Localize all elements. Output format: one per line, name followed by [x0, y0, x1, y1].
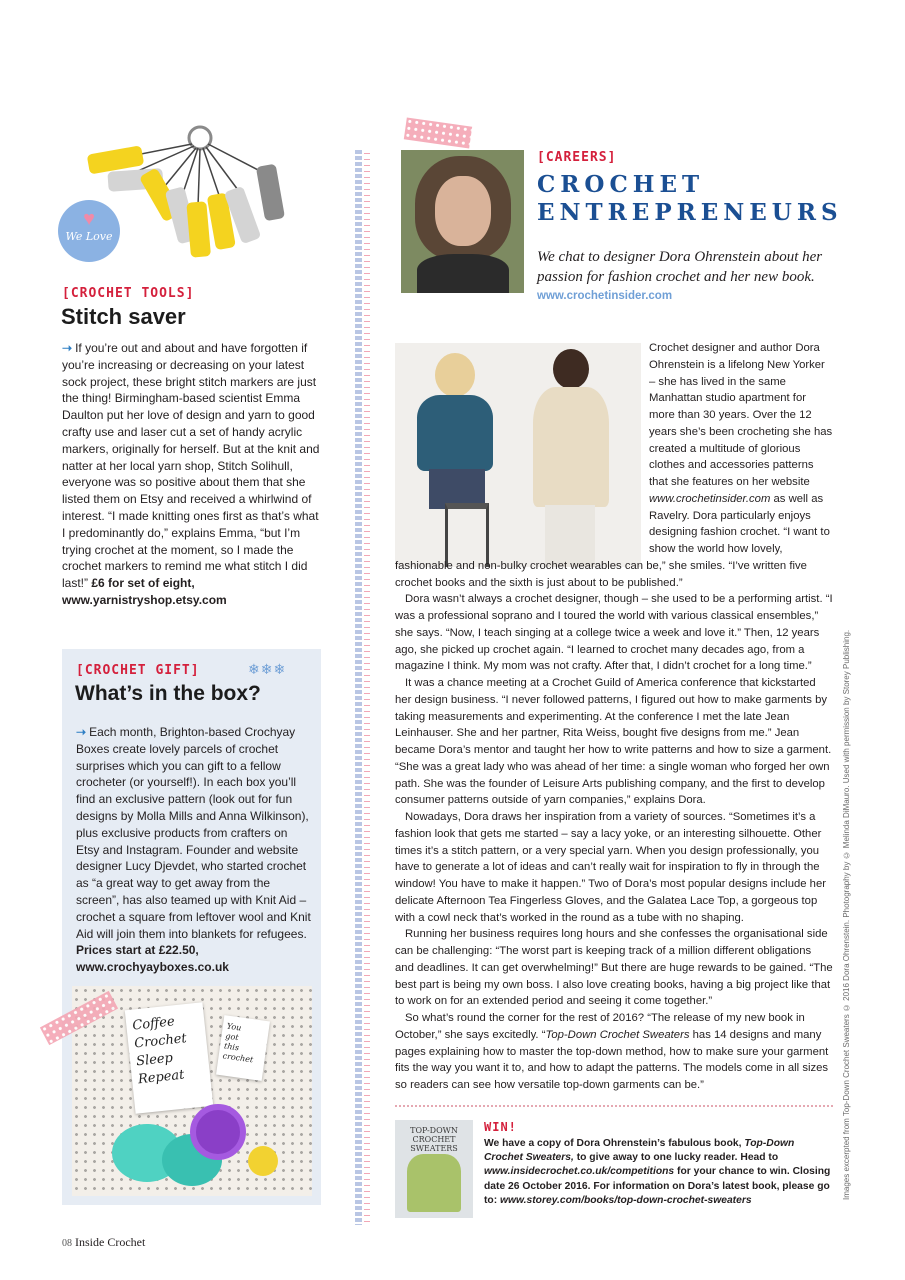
tools-body-text: If you’re out and about and have forgotten if you’re increasing or decreasing on your latest sock project, these bright stitch markers are just the thing! Birmingham-based scientist Emma Daulton put her love of design and yarn to good crafty use and laser cut a set of handy acrylic markers, originally for herself. But at the knit and natter at her local yarn shop, Stitch Solihull, everyone was so positive about them that she listed them on Etsy and received a whirlwind of interest. “I made knitting ones first as that’s what I predominantly do,” explains Emma, “but I’m trying crochet at the moment, so I made the crochet markers to remind me what stitch I did last!” — [62, 341, 320, 591]
gift-body — [76, 724, 312, 976]
gift-kicker: [CROCHET GIFT] — [76, 663, 200, 678]
win-text-part: We have a copy of Dora Ohrenstein’s fabulous book, — [484, 1138, 745, 1149]
careers-article — [395, 340, 833, 1094]
article-text: Crochet designer and author Dora Ohrenstein is a lifelong New Yorker – she has lived in the same Manhattan studio apartment for more than 30 years. Over the 12 years she’s been crocheting she has created a multitude of glorious clothes and accessories patterns that she features on her website — [649, 342, 833, 488]
gift-body-text: Each month, Brighton-based Crochyay Boxes create lovely parcels of crochet surprises which you can gift to a fellow crocheter (or yourself!). In each box you’ll find an exclusive pattern (look out for fun designs by Molla Mills and Anna Wilkinson), plus exclusive products from crafters on Etsy and Instagram. Founder and website designer Lucy Djevdet, who started crochet as “a great way to get away from the screen”, has also teamed up with Knit Aid – crochet a square from leftover wool and Knit Aid will join them into blankets for refugees. — [76, 725, 311, 941]
book-cover-photo — [395, 1120, 473, 1218]
dora-portrait-photo — [401, 150, 524, 293]
gift-headline: What’s in the box? — [75, 682, 261, 705]
article-text: So what’s round the corner for the rest of 2016? “The release of my new book in October,” she says excitedly. “ — [395, 1012, 805, 1041]
mini-card-line: crochet — [222, 1051, 254, 1065]
washi-tape — [404, 118, 472, 149]
quote-line: Crochet — [133, 1031, 188, 1052]
win-text-part: to give away to one lucky reader. Head to — [573, 1152, 779, 1164]
storey-link[interactable]: www.storey.com/books/top-down-crochet-sweaters — [500, 1194, 752, 1206]
tools-kicker: [CROCHET TOOLS] — [62, 286, 195, 301]
stitch-markers-illustration — [80, 120, 295, 275]
crochet-gift-panel — [62, 649, 321, 1205]
tools-headline: Stitch saver — [61, 304, 186, 329]
portrait-top — [417, 254, 509, 293]
stitch-markers-photo — [80, 120, 295, 275]
article-paragraph: It was a chance meeting at a Crochet Guild of America conference that kickstarted her design business. “I never followed patterns, I figured out how to make garments by taking measurements and experimenting. At the conference I met the late Jean Leinhauser. She and her partner, Rita Weiss, bought five designs from me.” Jean became Dora’s mentor and taught her how to write patterns and how to size a garment. “She was a great lady who was ahead of her time: a single woman who forged her own path. She was the founder of Leisure Arts publishing company, and the first to develop consumer patterns outside of yarn companies,” explains Dora. — [395, 677, 832, 807]
article-link[interactable]: www.crochetinsider.com — [649, 492, 771, 505]
we-love-badge — [58, 200, 120, 262]
tools-body — [62, 340, 320, 609]
careers-title-line2: ENTREPRENEURS — [537, 199, 843, 226]
portrait-face — [435, 176, 491, 246]
article-paragraph: Nowadays, Dora draws her inspiration from a variety of sources. “Sometimes it’s a fashion look that gets me started – say a lacy yoke, or an interesting silhouette. Other times it’s a stitch pattern, or a very special yarn. When you design professionally, you have to generate a lot of ideas and can’t really wait for inspiration to fly in through the window! You have to make it happen.” Two of Dora’s most popular designs include her delicate Afternoon Tea Fingerless Gloves, and the Galatea Lace Top, a gorgeous top with a cowl neck that’s worked in the round as a tube with no shaping. — [395, 811, 827, 924]
article-text: has 14 designs and many pages explaining how to master the top-down method, how to make sure your garment fits the way you want it to, and how to adapt the patterns. The models come in all sizes so readers can see how versatile top-down garments can be.” — [395, 1028, 829, 1091]
arrow-icon: ➝ — [62, 341, 73, 355]
mini-card — [216, 1015, 270, 1081]
quote-line: Repeat — [137, 1067, 186, 1088]
quote-line: Coffee — [131, 1014, 176, 1034]
mini-card-line: You — [226, 1021, 242, 1033]
article-paragraph: Dora wasn’t always a crochet designer, though – she used to be a performing artist. “I was a professional soprano and I toured the world with various classical ensembles,” she says. “Now, I teach singing at a college twice a week and love it.” Then, 12 years ago, she picked up crochet again. “I learned to crochet many decades ago, from a magazine I think. My mom was not crafty. After that, I didn’t crochet for a long time.” — [395, 593, 833, 673]
column-divider-zigzag — [364, 150, 370, 1225]
careers-standfirst: We chat to designer Dora Ohrenstein about her passion for fashion crochet and her new book. — [537, 249, 823, 285]
careers-kicker: [CAREERS] — [537, 150, 617, 165]
knitting-loom — [190, 1104, 246, 1160]
tools-price: £6 for set of eight, www.yarnistryshop.etsy.com — [62, 576, 227, 607]
win-label: WIN! — [484, 1120, 517, 1134]
article-paragraph: Running her business requires long hours and she confesses the organisational side can be challenging: “The worst part is keeping track of a million different obligations and deadlines. It can get overwhelming!” But there are huge rewards to be gained. “The best part is being my own boss. I also love creating books, having a big project like that to work on for an extended period and seeing it come together.” — [395, 928, 833, 1008]
crochet-box-photo — [72, 986, 312, 1196]
mini-card-line: this — [223, 1041, 240, 1053]
image-credit: Images excerpted from Top-Down Crochet Sweaters © 2016 Dora Ohrenstein. Photography by © Melinda DiMauro. Used with permission by Storey Publishing. — [842, 629, 851, 1200]
arrow-icon: ➝ — [76, 725, 87, 739]
careers-title-line1: CROCHET — [537, 171, 705, 198]
quote-line: Sleep — [135, 1050, 174, 1070]
article-paragraph — [395, 1010, 833, 1094]
win-book-title: Top-Down Crochet Sweaters, — [484, 1138, 795, 1164]
competition-link[interactable]: www.insidecrochet.co.uk/competitions — [484, 1166, 675, 1178]
photo-float — [395, 340, 649, 552]
we-love-text: We Love — [65, 230, 113, 243]
win-text — [484, 1137, 834, 1208]
careers-link[interactable]: www.crochetinsider.com — [537, 290, 673, 302]
heart-icon: ♥ — [83, 208, 95, 230]
quote-card — [125, 1002, 213, 1114]
stitch-marker-tool — [248, 1146, 278, 1176]
snowflake-icon: ❄❄❄ — [248, 661, 287, 677]
page-folio — [62, 1235, 145, 1250]
page-number: 08 — [62, 1238, 72, 1249]
book-cover-title: TOP-DOWN CROCHET SWEATERS — [410, 1126, 458, 1153]
mini-card-line: got — [224, 1031, 240, 1043]
article-text: as well as Ravelry. Dora particularly enjoys designing fashion crochet. “I want to show the world how lovely, fashionable and non-bulky crochet wearables can be,” she smiles. “I’ve written five crochet books and the sixth is just about to be published.” — [395, 492, 830, 589]
dotted-divider — [395, 1105, 833, 1107]
gift-price: Prices start at £22.50, www.crochyayboxes.co.uk — [76, 943, 229, 975]
win-text-part: for your chance to win. Closing date 26 October 2016. For information on Dora’s latest book, please go to: — [484, 1166, 831, 1206]
book-cover-sweater — [407, 1154, 461, 1212]
book-title: Top-Down Crochet Sweaters — [545, 1028, 690, 1041]
magazine-name: Inside Crochet — [75, 1235, 146, 1249]
column-divider-dots — [355, 150, 362, 1225]
